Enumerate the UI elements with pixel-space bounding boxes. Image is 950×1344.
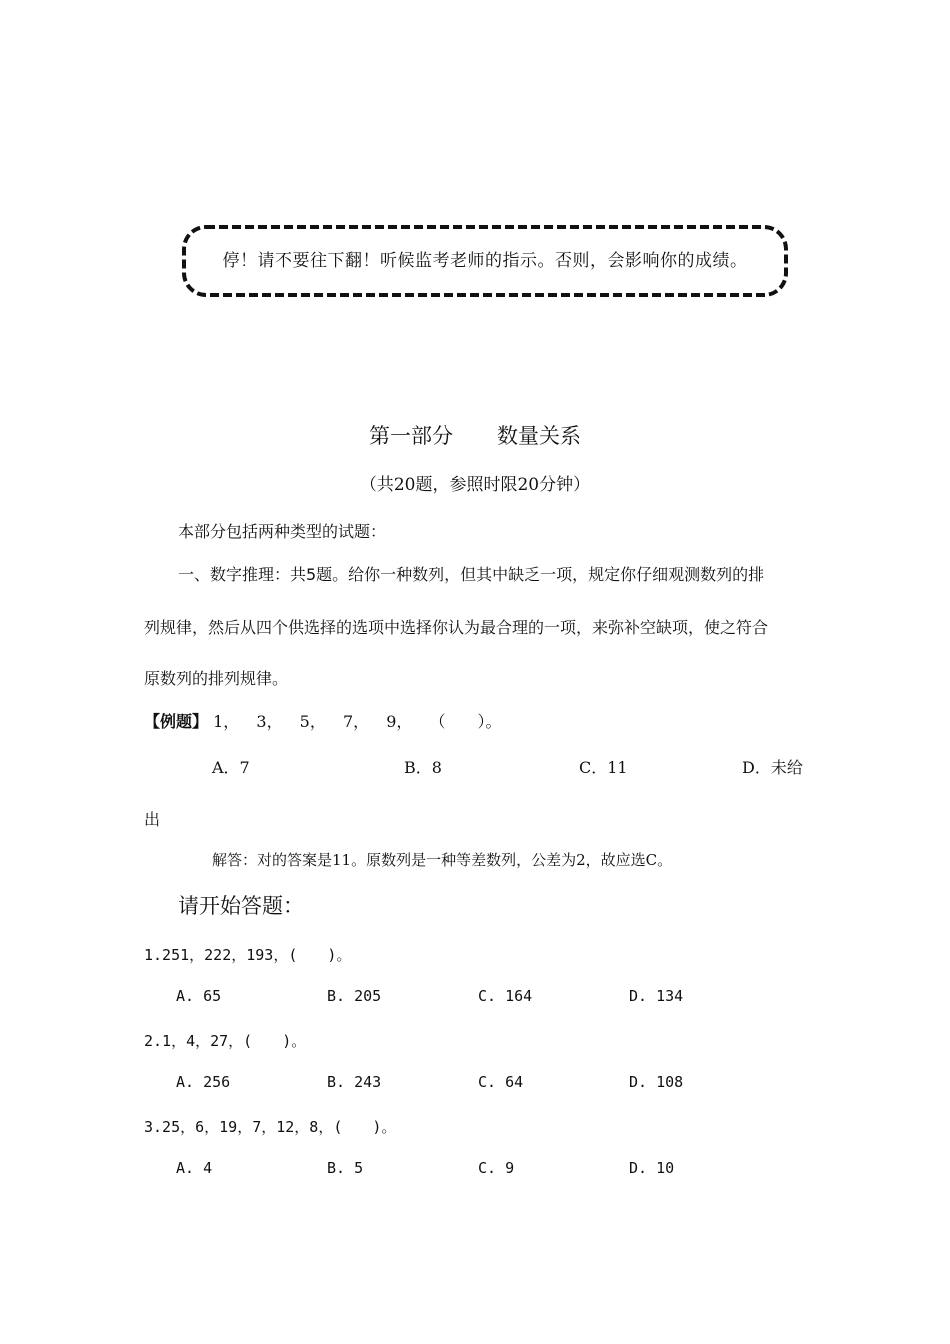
question-1-stem: 1.251，222，193，( )。 [144, 946, 352, 964]
question-2-option-d: D. 108 [629, 1073, 684, 1091]
example-option-b: B．8 [404, 758, 442, 777]
question-1-option-b: B. 205 [327, 987, 382, 1005]
stop-notice-box [181, 224, 789, 298]
example-option-c: C．11 [579, 758, 628, 777]
section-intro: 本部分包括两种类型的试题： [178, 522, 387, 541]
answer-text: 对的答案是11。原数列是一种等差数列，公差为2，故应选C。 [257, 851, 673, 869]
section-part: 第一部分 [369, 424, 453, 448]
example-blank: （ ）。 [429, 712, 502, 731]
question-3-option-d: D. 10 [629, 1159, 675, 1177]
question-3-option-a: A. 4 [176, 1159, 213, 1177]
example-label: 【例题】 [144, 712, 209, 731]
rule-line-3: 原数列的排列规律。 [144, 669, 289, 688]
question-3-option-c: C. 9 [478, 1159, 515, 1177]
example-option-d: D．未给 [742, 758, 803, 777]
example-term: 9， [386, 712, 413, 731]
section-title [0, 420, 950, 450]
question-1-option-c: C. 164 [478, 987, 533, 1005]
example-term: 1， [213, 712, 240, 731]
answer-label: 解答： [212, 851, 258, 869]
start-prompt: 请开始答题： [178, 894, 304, 918]
example-term: 3， [256, 712, 283, 731]
question-1-option-d: D. 134 [629, 987, 684, 1005]
stop-notice-text: 停！请不要往下翻！听候监考老师的指示。否则，会影响你的成绩。 [222, 251, 748, 271]
rule-line-2: 列规律，然后从四个供选择的选项中选择你认为最合理的一项，来弥补空缺项，使之符合 [144, 618, 769, 637]
example-term: 7， [342, 712, 370, 731]
question-2-stem: 2.1，4，27，( )。 [144, 1032, 307, 1050]
section-subtitle: （共20题，参照时限20分钟） [359, 475, 591, 495]
section-name: 数量关系 [497, 424, 581, 448]
question-1-option-a: A. 65 [176, 987, 222, 1005]
question-2-option-b: B. 243 [327, 1073, 382, 1091]
question-2-option-c: C. 64 [478, 1073, 524, 1091]
example-question [144, 709, 502, 732]
example-term: 5， [299, 712, 326, 731]
example-answer [212, 849, 672, 870]
example-option-a: A．7 [212, 758, 250, 777]
question-3-option-b: B. 5 [327, 1159, 364, 1177]
rule-line-1: 一、数字推理：共5题。给你一种数列，但其中缺乏一项，规定你仔细观测数列的排 [178, 565, 765, 584]
example-option-d-cont: 出 [144, 810, 161, 829]
question-2-option-a: A. 256 [176, 1073, 231, 1091]
question-3-stem: 3.25，6，19，7，12，8，( )。 [144, 1118, 397, 1136]
